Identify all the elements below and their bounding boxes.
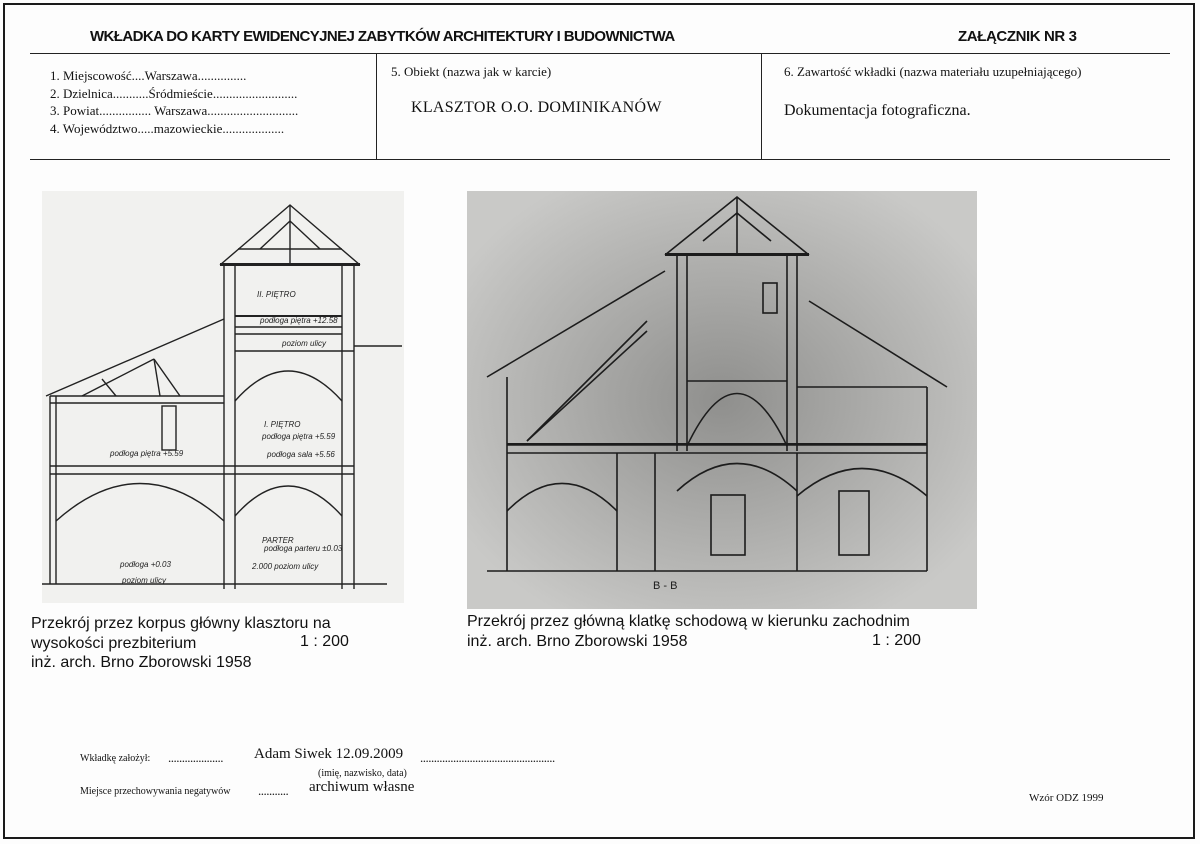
column-divider-1 [376, 53, 377, 159]
caption-left-line-2: wysokości prezbiterium [31, 634, 197, 652]
drawing-label-floor-2: II. PIĘTRO [257, 290, 296, 299]
negatives-dots: ........... [258, 783, 289, 798]
form-number: Wzór ODZ 1999 [1029, 792, 1104, 804]
drawing-label-level-559b: podłoga piętra +5.59 [110, 449, 184, 458]
drawing-label-level-559: podłoga piętra +5.59 [262, 432, 336, 441]
drawing-label-floor-1: I. PIĘTRO [264, 420, 301, 429]
drawing-label-street-level: poziom ulicy [122, 576, 167, 585]
section-drawing-main-body [42, 191, 404, 603]
section-drawing-staircase [467, 191, 977, 609]
content-label: 6. Zawartość wkładki (nazwa materiału uzupełniającego) [784, 64, 1082, 79]
drawing-label-floor-003: podłoga +0.03 [120, 560, 171, 569]
object-name: KLASZTOR O.O. DOMINIKANÓW [411, 99, 662, 116]
content-value: Dokumentacja fotograficzna. [784, 102, 971, 119]
scale-left: 1 : 200 [300, 633, 349, 650]
drawing-label-level-003: podłoga parteru ±0.03 [264, 544, 343, 553]
caption-right-line-2: inż. arch. Brno Zborowski 1958 [467, 632, 688, 650]
author-dots-left: .................... [168, 750, 223, 765]
section-marker: B - B [653, 580, 678, 592]
caption-right-line-1: Przekrój przez główną klatkę schodową w kierunku zachodnim [467, 613, 910, 630]
drawing-label-level-556: podłoga sala +5.56 [267, 450, 335, 459]
field-town: 1. Miejscowość....Warszawa............... [50, 68, 247, 83]
caption-left [31, 614, 331, 673]
author-sub: (imię, nazwisko, data) [318, 768, 407, 779]
negatives-label: Miejsce przechowywania negatywów [80, 786, 231, 797]
author-label: Wkładkę założył: [80, 753, 151, 764]
header-rule-bottom [30, 159, 1170, 160]
annex-number: ZAŁĄCZNIK NR 3 [958, 28, 1077, 45]
location-fields [50, 67, 298, 137]
scale-right: 1 : 200 [872, 632, 921, 649]
field-district: 2. Dzielnica...........Śródmieście.......................... [50, 85, 298, 101]
column-divider-2 [761, 53, 762, 159]
drawing-label-level-1258: podłoga piętra +12.58 [260, 316, 338, 325]
caption-left-line-3: inż. arch. Brno Zborowski 1958 [31, 654, 252, 671]
drawing-label-level-1158: poziom ulicy [282, 339, 327, 348]
object-label: 5. Obiekt (nazwa jak w karcie) [391, 64, 552, 79]
caption-left-line-1: Przekrój przez korpus główny klasztoru na [31, 615, 331, 632]
header-rule-top [30, 53, 1170, 54]
negatives-value: archiwum własne [309, 779, 415, 795]
field-county: 3. Powiat................ Warszawa............................ [50, 103, 299, 118]
author-value: Adam Siwek 12.09.2009 [254, 746, 404, 762]
field-voivodeship: 4. Województwo.....mazowieckie................... [50, 120, 285, 136]
drawing-label-street-2000: 2.000 poziom ulicy [252, 562, 319, 571]
document-title: WKŁADKA DO KARTY EWIDENCYJNEJ ZABYTKÓW ARCHITEKTURY I BUDOWNICTWA [90, 28, 675, 45]
drawing-label-ground-floor: PARTER [262, 536, 294, 545]
caption-right [467, 612, 910, 651]
author-dots-right: ................................................. [420, 750, 555, 765]
